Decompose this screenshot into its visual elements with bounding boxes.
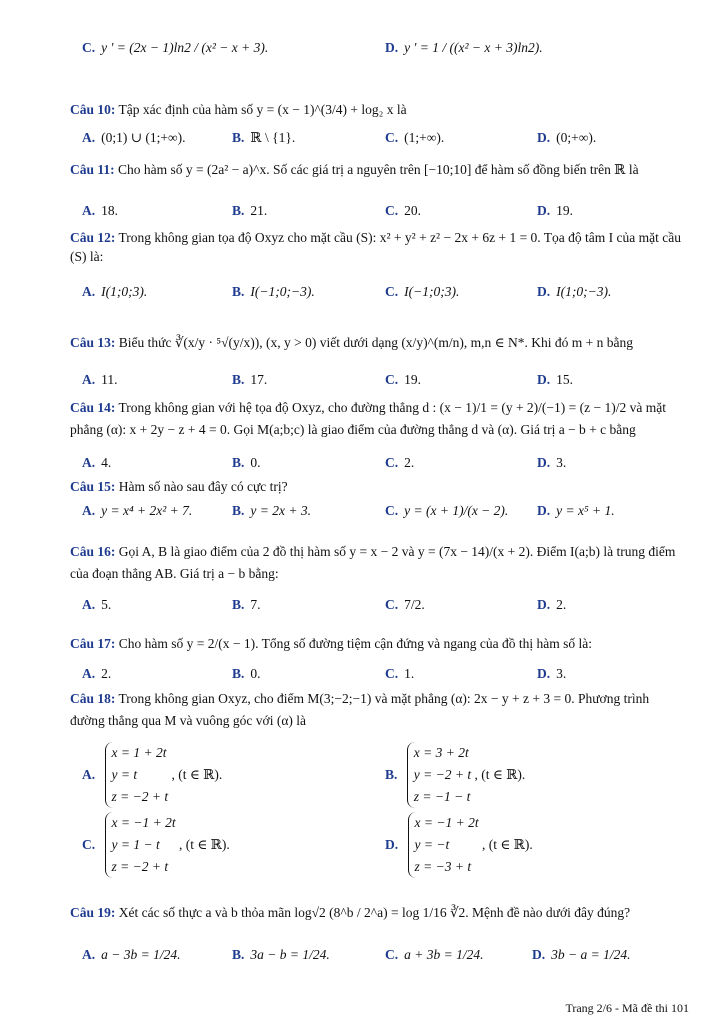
question-17: Câu 17: Cho hàm số y = 2/(x − 1). Tổng số đường tiệm cận đứng và ngang của đồ thị hàm số là: (70, 636, 592, 651)
q18-system-c: x = −1 + 2t y = 1 − t z = −2 + t (105, 812, 176, 878)
question-19: Câu 19: Xét các số thực a và b thỏa mãn log√2 (8^b / 2^a) = log 1/16 ∛2. Mệnh đề nào dưới đây đúng? (70, 905, 631, 920)
question-14: Câu 14: Trong không gian với hệ tọa độ Oxyz, cho đường thẳng d : (x − 1)/1 = (y + 2)/(−1) = (z − 1)/2 và mặt phẳng (α): x + 2y − z + 4 = 0. Gọi M(a;b;c) là giao điểm của đường thẳng d và (α). Giá trị a − b + c bằng (70, 400, 666, 437)
q9-option-c: C. y ' = (2x − 1)ln2 / (x² − x + 3). (82, 40, 269, 55)
question-11: Câu 11: Cho hàm số y = (2a² − a)^x. Số các giá trị a nguyên trên [−10;10] để hàm số đồng biến trên ℝ là (70, 162, 639, 177)
q9-option-d: D. y ' = 1 / ((x² − x + 3)ln2). (385, 40, 543, 55)
question-18: Câu 18: Trong không gian Oxyz, cho điểm M(3;−2;−1) và mặt phẳng (α): 2x − y + z + 3 = 0. Phương trình đường thẳng qua M và vuông góc với (α) là (70, 691, 650, 728)
question-16: Câu 16: Gọi A, B là giao điểm của 2 đồ thị hàm số y = x − 2 và y = (7x − 14)/(x + 2). Điểm I(a;b) là trung điểm của đoạn thẳng AB. Giá trị a − b bằng: (70, 544, 676, 581)
exam-page: C. y ' = (2x − 1)ln2 / (x² − x + 3). D. y ' = 1 / ((x² − x + 3)ln2). Câu 10: Tập xác định của hàm số y = (x − 1)^(3/4) + log₂ x là A. (0;1) ∪ (1;+∞). B. ℝ \ {1}. C. (1;+∞). D. (0;+∞). Câu 11: Cho hàm số y = (2a² − a)^x. Số các giá trị a nguyên trên [−10;10] để hàm số đồng biến trên ℝ là A. 18. B. 21. C. 20. D. 19. Câu 12: Trong không gian tọa độ Oxyz cho mặt cầu (S): x² + y² + z² − 2x + 6z + 1 = 0. Tọa độ tâm I của mặt cầu (S) là: A. I(1;0;3). B. I(−1;0;−3). C. I(−1;0;3). D. I(1;0;−3). Câu 13: Biểu thức ∛(x/y · ⁵√(y/x)), (x, y > 0) viết dưới dạng (x/y)^(m/n), m,n ∈ N*. Khi đó m + n bằng A. 11. B. 17. C. 19. D. 15. Câu 14: Trong không gian với hệ tọa độ Oxyz, cho đường thẳng d : (x − 1)/1 = (y + 2)/(−1) = (z − 1)/2 và mặt phẳng (α): x + 2y − z + 4 = 0. Gọi M(a;b;c) là giao điểm của đường thẳng d và (α). Giá trị a − b + c bằng A. 4. B. 0. C. 2. D. 3. Câu 15: Hàm số nào sau đây có cực trị? A. y = x⁴ + 2x² + 7. B. y = 2x + 3. C. y = (x + 1)/(x − 2). D. y = x⁵ + 1. Câu 16: Gọi A, B là giao điểm của 2 đồ thị hàm số y = x − 2 và y = (7x − 14)/(x + 2). Điểm I(a;b) là trung điểm của đoạn thẳng AB. Giá trị a − b bằng: A. 5. B. 7. C. 7/2. D. 2. Câu 17: Cho hàm số y = 2/(x − 1). Tổng số đường tiệm cận đứng và ngang của đồ thị hàm số là: A. 2. B. 0. C. 1. D. 3. Câu 18: Trong không gian Oxyz, cho điểm M(3;−2;−1) và mặt phẳng (α): 2x − y + z + 3 = 0. Phương trình đường thẳng qua M và vuông góc với (α) là A. x = 1 + 2t y = t z = −2 + t , (t ∈ ℝ). B. x = 3 + 2t y = −2 + t z = −1 − t , (t ∈ ℝ). C. x = −1 + 2t y = 1 − t z = −2 + t , (t ∈ ℝ). D. x = −1 + 2t y = −t z = −3 + t , (t ∈ ℝ). Câu 19: Xét các số thực a và b thỏa mãn log√2 (8^b / 2^a) = log 1/16 ∛2. Mệnh đề nào dưới đây đúng? A. a − 3b = 1/24. B. 3a − b = 1/24. C. a + 3b = 1/24. D. 3b − a = 1/24. Trang 2/6 - Mã đề thi 101 (70, 40, 689, 1015)
q9-options (82, 40, 682, 80)
question-10: Câu 10: Tập xác định của hàm số y = (x − 1)^(3/4) + log₂ x là (70, 102, 407, 117)
question-15: Câu 15: Hàm số nào sau đây có cực trị? (70, 479, 288, 494)
q18-system-b: x = 3 + 2t y = −2 + t z = −1 − t (407, 742, 471, 808)
q18-system-d: x = −1 + 2t y = −t z = −3 + t (408, 812, 479, 878)
q18-system-a: x = 1 + 2t y = t z = −2 + t (105, 742, 169, 808)
question-13: Câu 13: Biểu thức ∛(x/y · ⁵√(y/x)), (x, y > 0) viết dưới dạng (x/y)^(m/n), m,n ∈ N*. Khi đó m + n bằng (70, 335, 633, 350)
question-12: Câu 12: Trong không gian tọa độ Oxyz cho mặt cầu (S): x² + y² + z² − 2x + 6z + 1 = 0. Tọa độ tâm I của mặt cầu (S) là: (70, 230, 681, 264)
page-footer: Trang 2/6 - Mã đề thi 101 (565, 1001, 689, 1015)
